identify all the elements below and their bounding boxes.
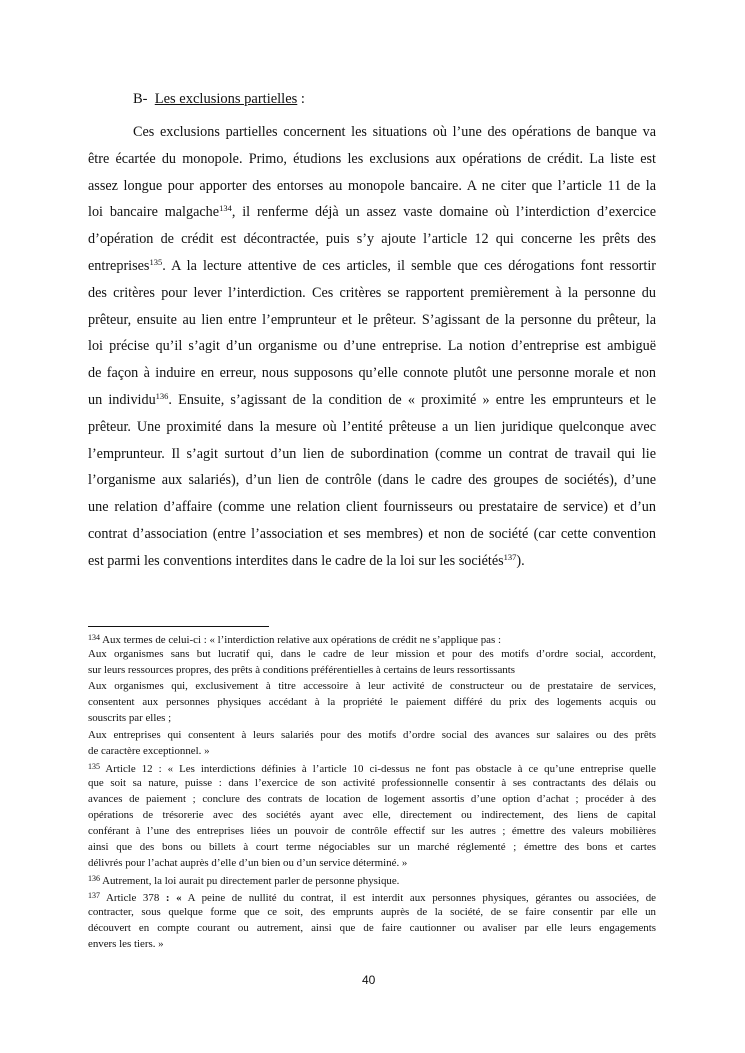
footnote-line: ainsi que des bons ou billets à court terme négociables sur un marché réglementé ; émettre des bons et cartes	[88, 841, 656, 854]
footnote-number: 135	[88, 761, 100, 771]
footnote-136	[88, 871, 656, 887]
footnote-line: consentent aux personnes physiques accédant à la propriété le paiement différé du prix des logements acquis ou	[88, 696, 656, 709]
footnote-ref-134: 134	[219, 203, 232, 214]
line-text: entreprises	[88, 257, 150, 274]
paragraph-line: l’emprunteur. Il s’agit surtout d’un lien de subordination (comme un contrat de travail qui lie	[88, 445, 656, 462]
footnote-line: envers les tiers. »	[88, 937, 164, 950]
footnote-line: Aux entreprises qui consentent à leurs salariés pour des motifs d’ordre social des avances sur salaires ou des prêts	[88, 728, 656, 741]
paragraph-line: l’organisme aux salariés), d’un lien de contrôle (dans le cadre des groupes de sociétés), d’une	[88, 472, 656, 489]
footnote-line: Aux organismes qui, exclusivement à titre accessoire à leur activité de constructeur ou de prestataire de services,	[88, 680, 656, 693]
footnote-135	[88, 759, 656, 775]
paragraph-line: prêteur. Une proximité dans la mesure où l’entité prêteuse a un lien juridique quelconque avec	[88, 418, 656, 435]
footnote-ref-136: 136	[155, 390, 169, 401]
line-text: . Ensuite, s’agissant de la condition de « proximité » entre les emprunteurs et le	[168, 391, 657, 408]
footnote-text: A peine de nullité du contrat, il est interdit aux personnes physiques, gérantes ou associées, de	[181, 891, 656, 904]
footnote-ref-135: 135	[149, 256, 163, 267]
footnote-line: délivrés pour l’achat auprès d’elle d’un bien ou d’un service déterminé. »	[88, 857, 408, 870]
paragraph-line: de façon à induire en erreur, nous supposons qu’elle connote plutôt une personne morale et non	[88, 365, 656, 382]
paragraph-line: d’opération de crédit est décontractée, puis s’y ajoute l’article 12 qui concerne les prêts des	[88, 231, 656, 248]
section-title: Les exclusions partielles	[154, 91, 298, 107]
paragraph-line: prêteur, ensuite au lien entre l’emprunteur et le prêteur. S’agissant de la personne du prêteur, la	[88, 311, 656, 328]
footnote-line: que soit sa nature, puisse : dans l’exercice de son activité professionnelle consentir à ses contractants des délais ou	[88, 776, 656, 789]
footnotes	[88, 630, 656, 952]
footnote-text: Aux termes de celui-ci : « l’interdiction relative aux opérations de crédit ne s’applique pas :	[100, 634, 502, 646]
footnote-text: Article 12 : « Les interdictions définies à l’article 10 ci-dessus ne font pas obstacle à ce qu’une entreprise quelle	[100, 762, 656, 775]
paragraph-line: loi précise qu’il s’agit d’un organisme ou d’une entreprise. La notion d’entreprise est ambiguë	[88, 338, 656, 355]
paragraph-line: assez longue pour apporter des entorses au monopole bancaire. A ne citer que l’article 11 de la	[88, 177, 656, 194]
footnote-number: 134	[88, 633, 100, 642]
paragraph-line: être écartée du monopole. Primo, étudions les exclusions aux opérations de crédit. La liste est	[88, 150, 656, 167]
line-text: est parmi les conventions interdites dans le cadre de la loi sur les sociétés	[88, 552, 504, 569]
footnote-line: avances de paiement ; conclure des contrats de location de logement assortis d’une option d’achat ; procéder à des	[88, 792, 656, 805]
line-text: , il renferme déjà un assez vaste domaine où l’interdiction d’exercice	[231, 204, 657, 221]
paragraph-line: Ces exclusions partielles concernent les situations où l’une des opérations de banque va	[133, 124, 656, 140]
line-text: . A la lecture attentive de ces articles, il semble que ces dérogations font ressortir	[162, 257, 656, 274]
paragraph-line: des critères pour lever l’interdiction. Ces critères se rapportent premièrement à la personne du	[88, 284, 656, 301]
footnote-quote-open: : «	[165, 891, 182, 904]
footnote-text: Autrement, la loi aurait pu directement parler de personne physique.	[100, 875, 400, 888]
section-label: B-	[133, 91, 148, 107]
paragraph-line: contrat d’association (entre l’association et ses membres) et non de société (car cette convention	[88, 525, 656, 542]
footnote-line: opérations de trésorerie avec des sociétés ayant avec elle, directement ou indirectement, des liens de capital	[88, 809, 656, 822]
footnote-article-label: Article 378	[100, 891, 166, 904]
paragraph-line	[88, 548, 656, 575]
paragraph-line	[88, 253, 656, 280]
footnote-line: conférant à l’une des entreprises liées un pouvoir de contrôle effectif sur les autres ; émettre des valeurs mobilières	[88, 825, 656, 838]
footnote-line: découvert en compte courant ou autrement, ainsi que de faire cautionner ou avaliser par elle leurs engagements	[88, 921, 656, 934]
line-text: loi bancaire malgache	[88, 204, 220, 221]
section-heading	[133, 88, 305, 110]
page-number: 40	[362, 973, 376, 987]
paragraph-line	[88, 199, 656, 226]
paragraph-line: une relation d’affaire (comme une relation client fournisseurs ou prestataire de service) et d’un	[88, 499, 656, 516]
footnote-134	[88, 630, 656, 646]
line-text: ).	[516, 552, 525, 569]
footnote-137	[88, 888, 656, 904]
footnote-line: souscrits par elles ;	[88, 712, 172, 725]
line-text: un individu	[88, 391, 156, 408]
footnote-number: 137	[88, 890, 100, 900]
paragraph-line	[88, 387, 656, 414]
body-paragraph	[88, 119, 656, 575]
footnote-line: Aux organismes sans but lucratif qui, dans le cadre de leur mission et pour des motifs d’ordre social, accordent,	[88, 648, 656, 661]
footnote-separator	[88, 626, 269, 627]
footnote-line: de caractère exceptionnel. »	[88, 744, 210, 757]
footnote-line: sur leurs ressources propres, des prêts à conditions préférentielles à certains de leurs ressortissants	[88, 664, 516, 677]
footnote-number: 136	[88, 874, 100, 884]
footnote-ref-137: 137	[503, 551, 517, 562]
section-suffix: :	[300, 91, 305, 107]
footnote-line: contracter, sous quelque forme que ce soit, des emprunts auprès de la société, de se faire consentir par elle un	[88, 905, 656, 918]
